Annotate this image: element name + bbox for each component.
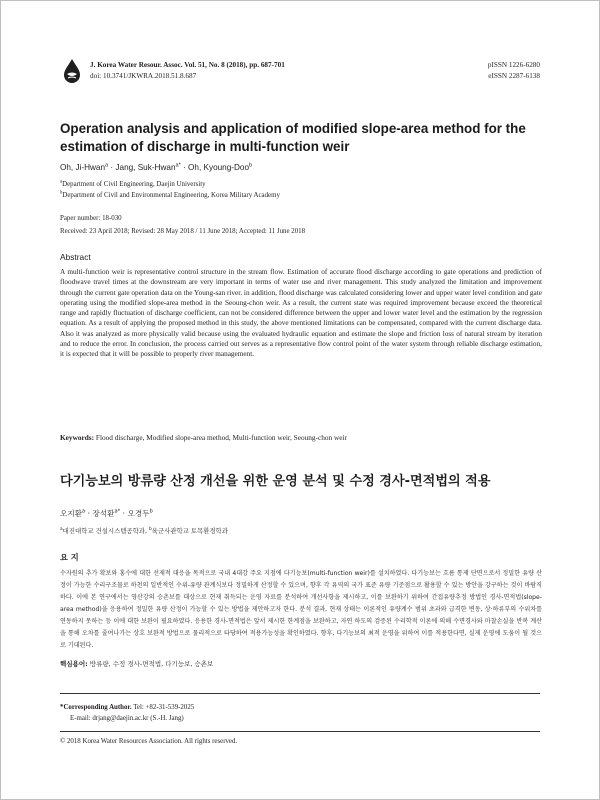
keywords-label: Keywords: [60, 433, 95, 442]
author-sup: a [82, 508, 86, 515]
eissn: eISSN 2287-6138 [488, 72, 540, 80]
doi: doi: 10.3741/JKWRA.2018.51.8.687 [90, 72, 197, 80]
authors-ko: 오지환$^a$ · 장석환$^{a*}$ · 오경두$^b$ [60, 508, 153, 518]
author-name-ko: 장석환 [92, 509, 115, 518]
author-sup: a* [175, 162, 181, 169]
keywords-ko-label: 핵심용어: [60, 660, 88, 668]
corr-tel: Tel: +82-31-539-2025 [131, 704, 195, 711]
affiliation-b [60, 191, 280, 201]
authors-en: Oh, Ji-Hwan$^a$ · Jang, Suk-Hwan$^{a*}$ · Oh, Kyoung-Doo$^b$ [60, 162, 253, 172]
affiliation-a [60, 180, 206, 190]
author-sup: a [105, 162, 109, 169]
keywords-ko-list: 방류량, 수정 경사-면적법, 다기능보, 승촌보 [87, 660, 214, 668]
corresponding-author [60, 703, 194, 713]
abstract-text: A multi-function weir is representative control structure in the stream flow. Estimation of accurate flood discharge according to gate operations and prediction of floodwave travel times at the downstream are very important in terms of water use and river management. This study analyzed the limitation and improvement through the current gate operation data on the Young-san river. in addition, flood discharge was calculated considering lower and upper water level condition and gate operating using the modified slope-area method in the Seoung-chon weir. As a result, the current state was required improvement because exceed the theoretical range and rapidly fluctuation of discharge coefficient, can not be considered difference between the upper and lower water level and the estimation by the regression equation. As a result of applying the proposed method in this study, the above mentioned limitations can be compensated, compared with the current discharge data. Also it was analyzed as more physically valid because using the evaluated hydraulic equation and estimate the slope and friction loss of natural stream by iteration and to reduce the error. In conclusion, the process carried out serves as a representative flow control point of the water system through reliable discharge estimation, it is expected that it will be possible to properly river management. [60, 268, 542, 359]
author-name: Oh, Ji-Hwan [60, 163, 106, 172]
aff-sup: a [60, 179, 63, 185]
keywords-en [60, 433, 542, 442]
author-name: Jang, Suk-Hwan [115, 163, 176, 172]
water-drop-logo-icon [62, 58, 82, 84]
aff-text-ko: 대진대학교 건설시스템공학과, [62, 527, 150, 535]
paper-title-en: Operation analysis and application of modified slope-area method for the estimation of discharge in multi-function weir [60, 121, 526, 154]
aff-sup: a [60, 526, 63, 532]
footer-divider-2 [60, 731, 540, 732]
copyright: © 2018 Korea Water Resources Association. All rights reserved. [60, 738, 238, 745]
affiliations-ko [60, 526, 228, 535]
paper-number: Paper number: 18-030 [60, 215, 122, 222]
aff-sup: b [60, 190, 63, 196]
abstract-text-ko: 수자원의 추가 확보와 홍수에 대한 선제적 대응을 목적으로 국내 4대강 주요 지점에 다기능보(multi-function weir)를 설치하였다. 다기능보는 흐름 통제 단면으로서 정밀한 유량 산정이 가능한 수리구조물로 하천의 일반적인 수위-유량 관계식보다 정밀하게 산정할 수 있으며, 향후 각 유역의 국가 표준 유량 기준점으로 활용할 수 있는 방안을 강구하는 것이 바람직하다. 이에 본 연구에서는 영산강의 승촌보를 대상으로 현재 취득되는 운영 자료를 분석하여 개선사항을 제시하고, 이를 보완하기 위하여 간접유량추정 방법인 경사-면적법(slope-area method)을 응용하여 정밀한 유량 산정이 가능할 수 있는 방법을 제안하고자 한다. 분석 결과, 현재 상태는 이론적인 유량계수 범위 초과와 급격한 변동, 상·하류부의 수위차를 연동하지 못하는 등 이에 대한 보완이 필요하였다. 응용한 경사-면적법은 앞서 제시한 한계점을 보완하고, 자연 하도의 검증된 수리학적 이론에 의해 수면경사와 마찰손실을 반복 계산을 통해 오차를 줄여나가는 상호 보완적 방법으로 물리적으로 타당하여 적용가능성을 확인하였다. 향후, 다기능보의 최적 운영을 위하여 이를 적용한다면, 실제 운영에 도움이 될 것으로 기대된다. [60, 570, 542, 649]
received-dates: Received: 23 April 2018; Revised: 28 May 2018 / 11 June 2018; Accepted: 11 June 2018 [60, 228, 306, 235]
author-sup: b [149, 508, 153, 515]
aff-sup: b [149, 526, 152, 532]
author-name: Oh, Kyoung-Doo [188, 163, 250, 172]
author-name-ko: 오경두 [127, 509, 150, 518]
corr-email [60, 714, 184, 724]
keywords-ko [60, 659, 542, 668]
aff-text: Department of Civil and Environmental Engineering, Korea Military Academy [62, 192, 280, 199]
pissn: pISSN 1226-6280 [487, 61, 540, 69]
paper-title-ko: 다기능보의 방류량 산정 개선을 위한 운영 분석 및 수정 경사-면적법의 적용 [60, 474, 491, 489]
abstract-heading: Abstract [60, 252, 91, 262]
journal-citation: J. Korea Water Resour. Assoc. Vol. 51, No. 8 (2018), pp. 687-701 [90, 61, 285, 69]
aff-text: Department of Civil Engineering, Daejin University [62, 181, 206, 188]
author-sup: b [249, 162, 253, 169]
keywords-list: Flood discharge, Modified slope-area method, Multi-function weir, Seoung-chon weir [94, 433, 347, 442]
footer-divider [60, 693, 540, 694]
abstract-heading-ko: 요 지 [60, 552, 79, 562]
aff-text-ko: 육군사관학교 토목환경학과 [151, 527, 228, 535]
author-sup: a* [114, 508, 121, 515]
author-name-ko: 오지환 [60, 509, 83, 518]
email-text: E-mail: drjang@daejin.ac.kr (S.-H. Jang) [70, 715, 184, 722]
corr-label: *Corresponding Author. [60, 704, 132, 711]
